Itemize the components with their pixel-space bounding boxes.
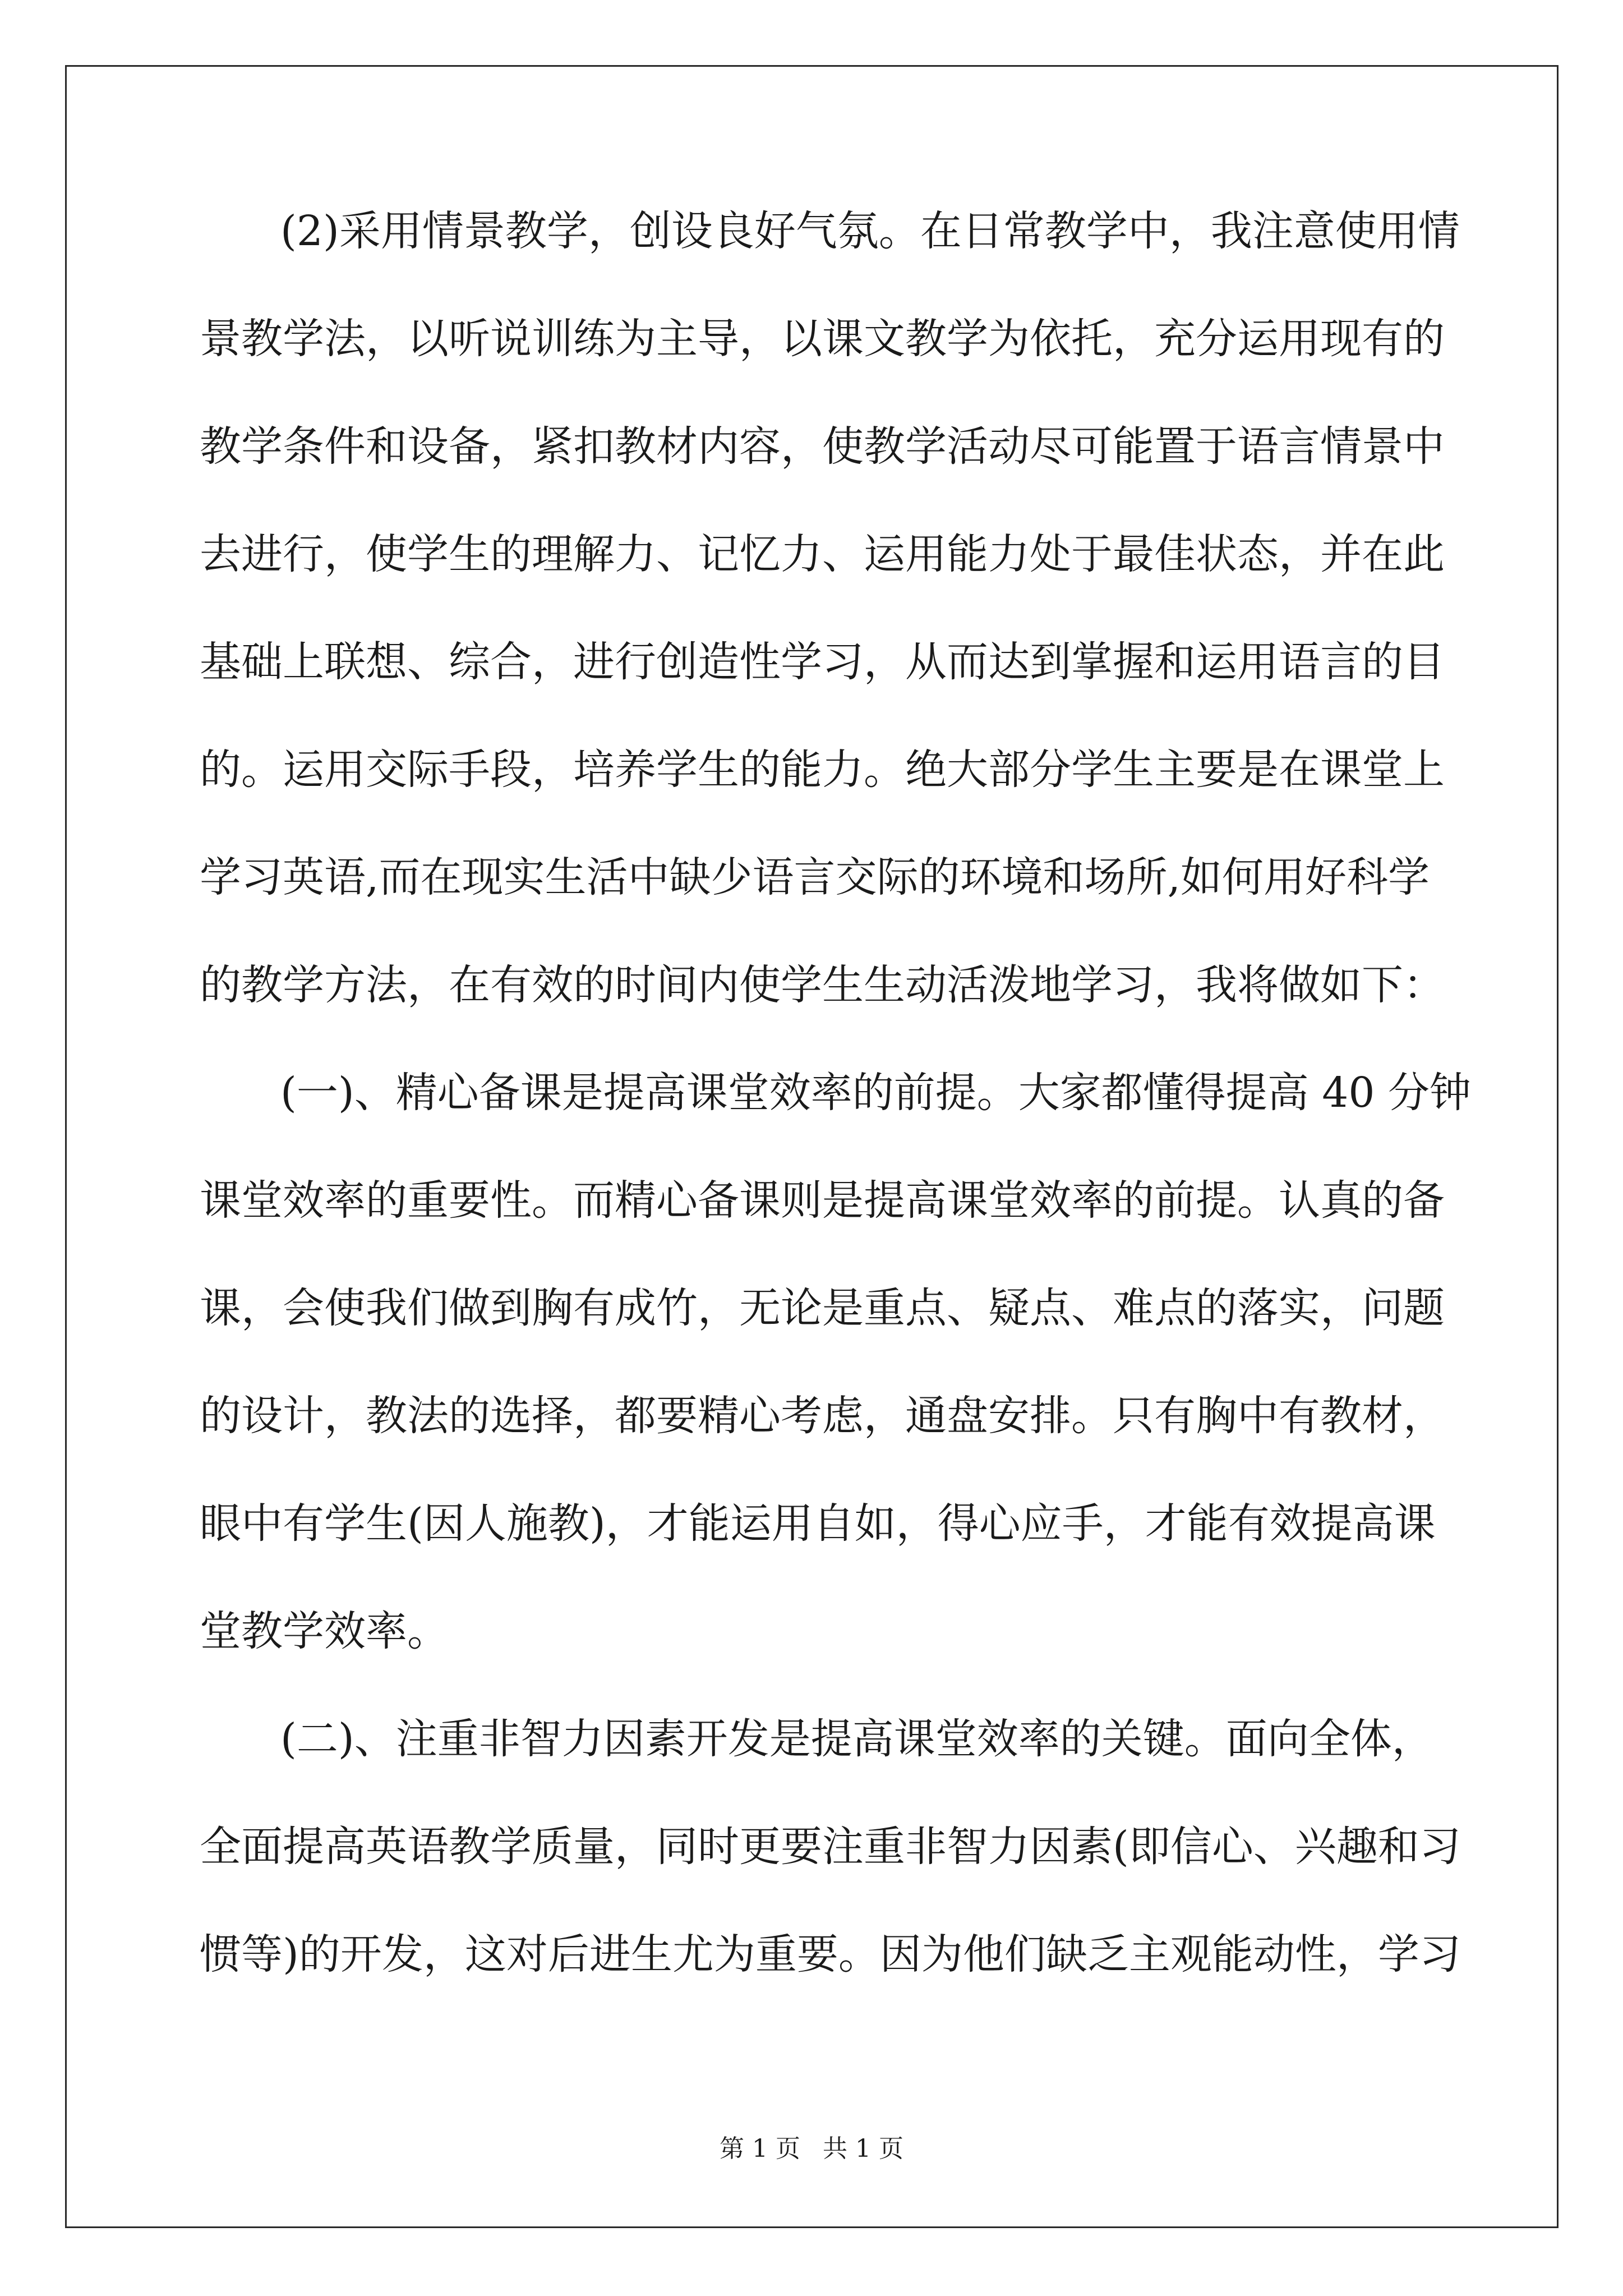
- paragraph-line: 去进行，使学生的理解力、记忆力、运用能力处于最佳状态，并在此: [200, 530, 1445, 578]
- paragraph-line: (2)采用情景教学，创设良好气氛。在日常教学中，我注意使用情: [280, 207, 1460, 255]
- paragraph-line: 全面提高英语教学质量，同时更要注重非智力因素(即信心、兴趣和习: [200, 1823, 1461, 1871]
- paragraph-line: 的教学方法，在有效的时间内使学生生动活泼地学习，我将做如下：: [200, 961, 1445, 1009]
- paragraph-line: 教学条件和设备，紧扣教材内容，使教学活动尽可能置于语言情景中: [200, 422, 1445, 471]
- paragraph-line: 的。运用交际手段，培养学生的能力。绝大部分学生主要是在课堂上: [200, 746, 1445, 794]
- paragraph-line: 惯等)的开发，这对后进生尤为重要。因为他们缺乏主观能动性，学习: [200, 1930, 1461, 1978]
- paragraph-line: 堂教学效率。: [200, 1607, 449, 1655]
- paragraph-line: 课，会使我们做到胸有成竹，无论是重点、疑点、难点的落实，问题: [200, 1284, 1445, 1332]
- page-footer: [0, 2134, 1623, 2164]
- paragraph-line: (一)、精心备课是提高课堂效率的前提。大家都懂得提高 40 分钟: [280, 1069, 1471, 1117]
- paragraph-line: 课堂效率的重要性。而精心备课则是提高课堂效率的前提。认真的备: [200, 1176, 1445, 1225]
- paragraph-line: (二)、注重非智力因素开发是提高课堂效率的关键。面向全体，: [280, 1715, 1433, 1763]
- paragraph-line: 景教学法，以听说训练为主导，以课文教学为依托，充分运用现有的: [200, 315, 1445, 363]
- paragraph-line: 的设计，教法的选择，都要精心考虑，通盘安排。只有胸中有教材，: [200, 1392, 1445, 1440]
- paragraph-line: 学习英语,而在现实生活中缺少语言交际的环境和场所,如何用好科学: [200, 853, 1430, 901]
- paragraph-line: 眼中有学生(因人施教)，才能运用自如，得心应手，才能有效提高课: [200, 1499, 1436, 1548]
- paragraph-line: 基础上联想、综合，进行创造性学习，从而达到掌握和运用语言的目: [200, 638, 1445, 686]
- page-total: 共 1 页: [823, 2134, 903, 2163]
- document-body: [200, 207, 1471, 2041]
- page-number: 第 1 页: [720, 2134, 800, 2163]
